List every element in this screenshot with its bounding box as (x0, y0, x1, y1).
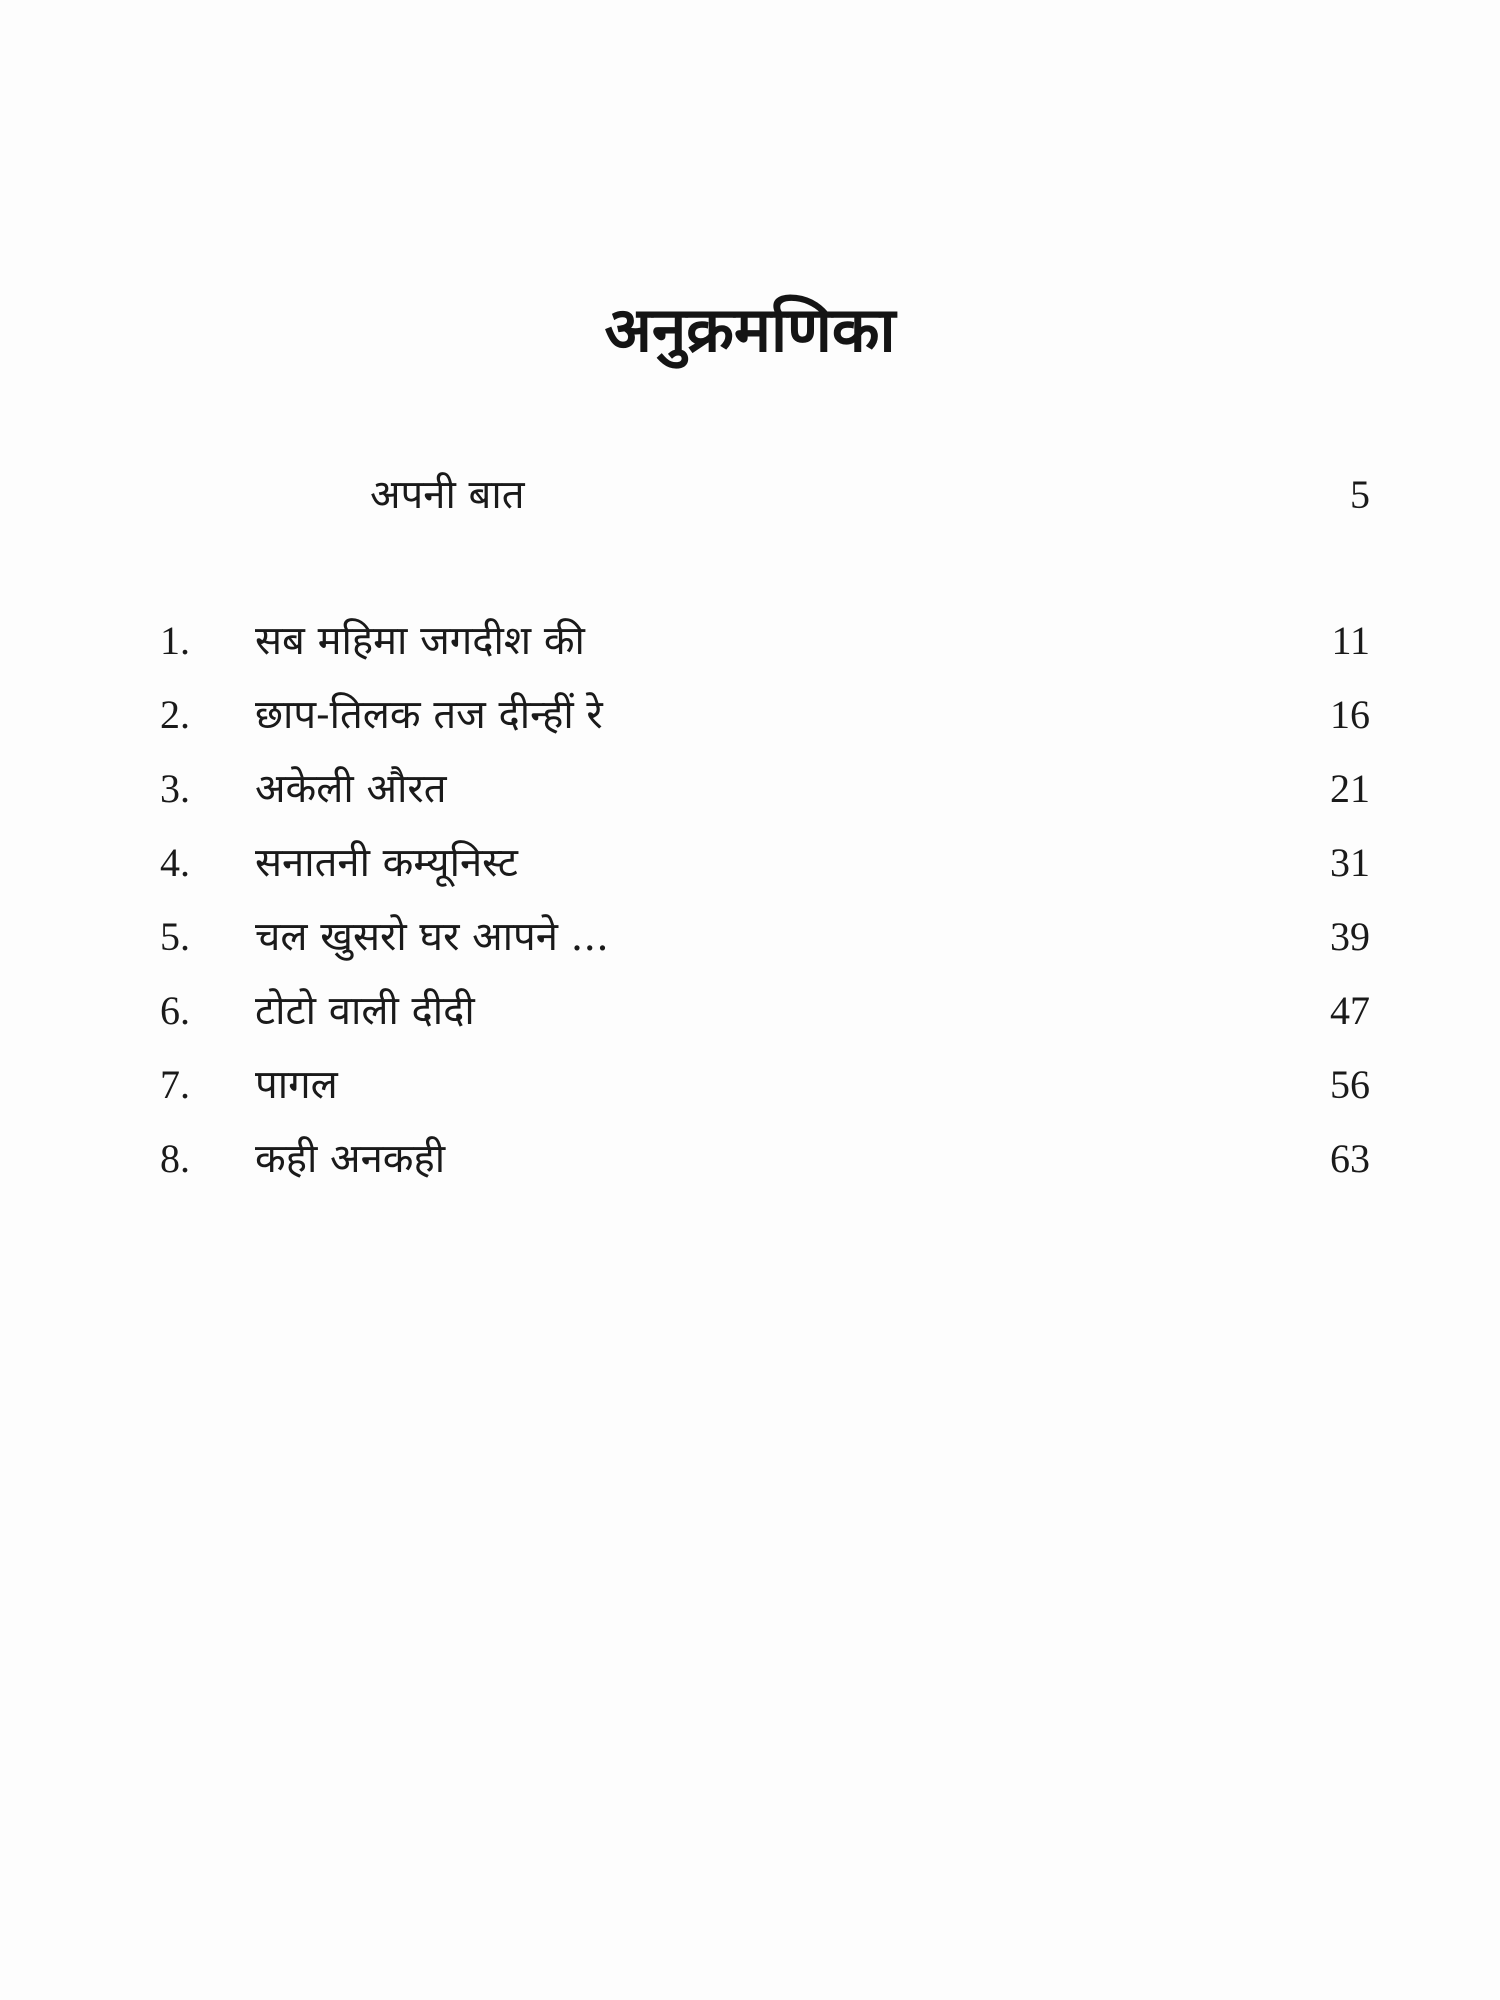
preface-page-number: 5 (1350, 472, 1370, 517)
entry-title: चल खुसरो घर आपने ... (255, 914, 609, 960)
toc-entry (160, 1128, 1370, 1202)
entry-number: 5. (160, 914, 190, 959)
entry-page-number: 39 (1330, 914, 1370, 959)
entry-number: 6. (160, 988, 190, 1033)
entry-title: सनातनी कम्यूनिस्ट (255, 840, 518, 886)
entry-number: 3. (160, 766, 190, 811)
entry-page-number: 11 (1331, 618, 1370, 663)
page-title: अनुक्रमणिका (604, 293, 896, 366)
toc-entry (160, 906, 1370, 980)
entry-title: कही अनकही (255, 1136, 446, 1182)
entry-title: अकेली औरत (255, 766, 447, 812)
toc-entry (160, 1054, 1370, 1128)
toc-entry (160, 980, 1370, 1054)
entry-page-number: 31 (1330, 840, 1370, 885)
entry-title: टोटो वाली दीदी (255, 988, 475, 1034)
entry-page-number: 21 (1330, 766, 1370, 811)
entry-title: पागल (255, 1062, 338, 1108)
entry-title: सब महिमा जगदीश की (255, 618, 585, 664)
toc-entry (160, 758, 1370, 832)
toc-entry (160, 832, 1370, 906)
entry-number: 1. (160, 618, 190, 663)
preface-entry (160, 465, 1370, 525)
entry-number: 4. (160, 840, 190, 885)
entry-page-number: 63 (1330, 1136, 1370, 1181)
toc-entry (160, 610, 1370, 684)
entry-page-number: 16 (1330, 692, 1370, 737)
entry-number: 8. (160, 1136, 190, 1181)
entry-number: 2. (160, 692, 190, 737)
toc-entry (160, 684, 1370, 758)
entry-page-number: 56 (1330, 1062, 1370, 1107)
entry-number: 7. (160, 1062, 190, 1107)
toc-list (160, 610, 1370, 1202)
preface-title: अपनी बात (370, 472, 525, 518)
entry-page-number: 47 (1330, 988, 1370, 1033)
entry-title: छाप-तिलक तज दीन्हीं रे (255, 692, 603, 738)
